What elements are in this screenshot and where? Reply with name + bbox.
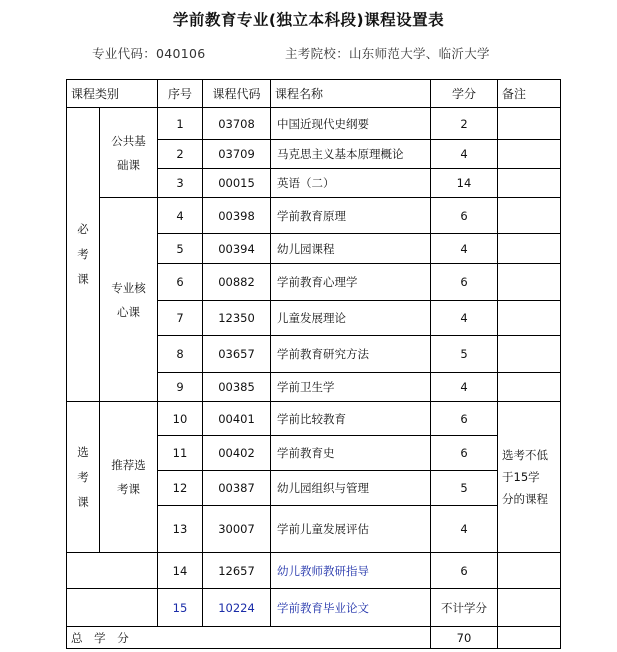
- header-code: 课程代码: [203, 80, 271, 108]
- table-row: [67, 198, 561, 234]
- row-name: 学前教育史: [271, 436, 431, 471]
- row-name: 学前教育研究方法: [271, 336, 431, 373]
- group-elective-label: 选考课: [77, 444, 89, 509]
- row-seq: 2: [158, 140, 203, 169]
- row-code: 03709: [203, 140, 271, 169]
- table-row: [67, 402, 561, 436]
- row-credits: 5: [431, 336, 498, 373]
- row-seq: 15: [158, 589, 203, 627]
- row-seq: 3: [158, 169, 203, 198]
- row-name: 幼儿园组织与管理: [271, 471, 431, 506]
- row-credits: 6: [431, 553, 498, 589]
- group-elective: [67, 402, 100, 553]
- subgroup-recommended: [100, 402, 158, 553]
- table-row: [67, 553, 561, 589]
- row-name: 幼儿园课程: [271, 234, 431, 264]
- row-code: 03708: [203, 108, 271, 140]
- row-remark: [498, 589, 561, 627]
- row-seq: 5: [158, 234, 203, 264]
- header-row: [67, 80, 561, 108]
- row-code: 12657: [203, 553, 271, 589]
- row-seq: 6: [158, 264, 203, 301]
- elective-note-cell: [498, 402, 561, 553]
- row-remark: [498, 140, 561, 169]
- group-required: [67, 108, 100, 402]
- header-seq: 序号: [158, 80, 203, 108]
- row-credits: 4: [431, 234, 498, 264]
- row-code: 12350: [203, 301, 271, 336]
- row-code: 00015: [203, 169, 271, 198]
- row-code: 00402: [203, 436, 271, 471]
- row-code: 00882: [203, 264, 271, 301]
- row-seq: 10: [158, 402, 203, 436]
- row-remark: [498, 373, 561, 402]
- row-name: 中国近现代史纲要: [271, 108, 431, 140]
- row-credits: 14: [431, 169, 498, 198]
- row-remark: [498, 264, 561, 301]
- group-required-label: 必考课: [77, 222, 89, 286]
- row-credits: 4: [431, 506, 498, 553]
- row-seq: 8: [158, 336, 203, 373]
- row-code: 00398: [203, 198, 271, 234]
- major-code: 专业代码：040106: [92, 46, 206, 61]
- row-seq: 7: [158, 301, 203, 336]
- row-code: 00387: [203, 471, 271, 506]
- row-credits: 6: [431, 436, 498, 471]
- row-name: 学前教育毕业论文: [271, 589, 431, 627]
- row-seq: 12: [158, 471, 203, 506]
- curriculum-table: [66, 79, 561, 649]
- row-name: 学前儿童发展评估: [271, 506, 431, 553]
- row-credits: 4: [431, 301, 498, 336]
- subgroup-professional-core: [100, 198, 158, 402]
- row-seq: 4: [158, 198, 203, 234]
- row-credits: 2: [431, 108, 498, 140]
- subgroup-professional-core-label: 专业核心课: [111, 280, 146, 319]
- header-credits: 学分: [431, 80, 498, 108]
- row-code: 00394: [203, 234, 271, 264]
- row-credits: 6: [431, 264, 498, 301]
- total-label: 总 学 分: [67, 627, 431, 649]
- subgroup-recommended-label: 推荐选考课: [111, 458, 146, 496]
- row-remark: [498, 234, 561, 264]
- total-row: [67, 627, 561, 649]
- empty-category-cell: [67, 553, 158, 589]
- row-credits: 4: [431, 140, 498, 169]
- empty-category-cell: [67, 589, 158, 627]
- row-credits: 5: [431, 471, 498, 506]
- row-code: 03657: [203, 336, 271, 373]
- row-remark: [498, 198, 561, 234]
- row-remark: [498, 336, 561, 373]
- row-name: 儿童发展理论: [271, 301, 431, 336]
- row-name: 幼儿教师教研指导: [271, 553, 431, 589]
- row-credits: 6: [431, 198, 498, 234]
- total-remark: [498, 627, 561, 649]
- row-seq: 1: [158, 108, 203, 140]
- header-name: 课程名称: [271, 80, 431, 108]
- row-code: 10224: [203, 589, 271, 627]
- row-credits: 4: [431, 373, 498, 402]
- header-category: 课程类别: [67, 80, 158, 108]
- subgroup-public-basic-label: 公共基础课: [111, 133, 146, 172]
- row-credits: 不计学分: [431, 589, 498, 627]
- total-value: 70: [431, 627, 498, 649]
- row-seq: 11: [158, 436, 203, 471]
- row-name: 马克思主义基本原理概论: [271, 140, 431, 169]
- row-code: 30007: [203, 506, 271, 553]
- row-remark: [498, 169, 561, 198]
- row-remark: [498, 301, 561, 336]
- row-name: 英语（二）: [271, 169, 431, 198]
- row-remark: [498, 108, 561, 140]
- row-name: 学前比较教育: [271, 402, 431, 436]
- row-name: 学前卫生学: [271, 373, 431, 402]
- row-seq: 14: [158, 553, 203, 589]
- row-code: 00401: [203, 402, 271, 436]
- table-row: [67, 108, 561, 140]
- document-title: 学前教育专业(独立本科段)课程设置表: [172, 11, 445, 29]
- row-name: 学前教育心理学: [271, 264, 431, 301]
- subgroup-public-basic: [100, 108, 158, 198]
- row-credits: 6: [431, 402, 498, 436]
- table-row: [67, 589, 561, 627]
- examining-schools: 主考院校：山东师范大学、临沂大学: [285, 46, 490, 61]
- row-code: 00385: [203, 373, 271, 402]
- row-name: 学前教育原理: [271, 198, 431, 234]
- row-seq: 9: [158, 373, 203, 402]
- elective-note: 选考不低于15学分的课程: [502, 448, 548, 506]
- header-remark: 备注: [498, 80, 561, 108]
- row-seq: 13: [158, 506, 203, 553]
- row-remark: [498, 553, 561, 589]
